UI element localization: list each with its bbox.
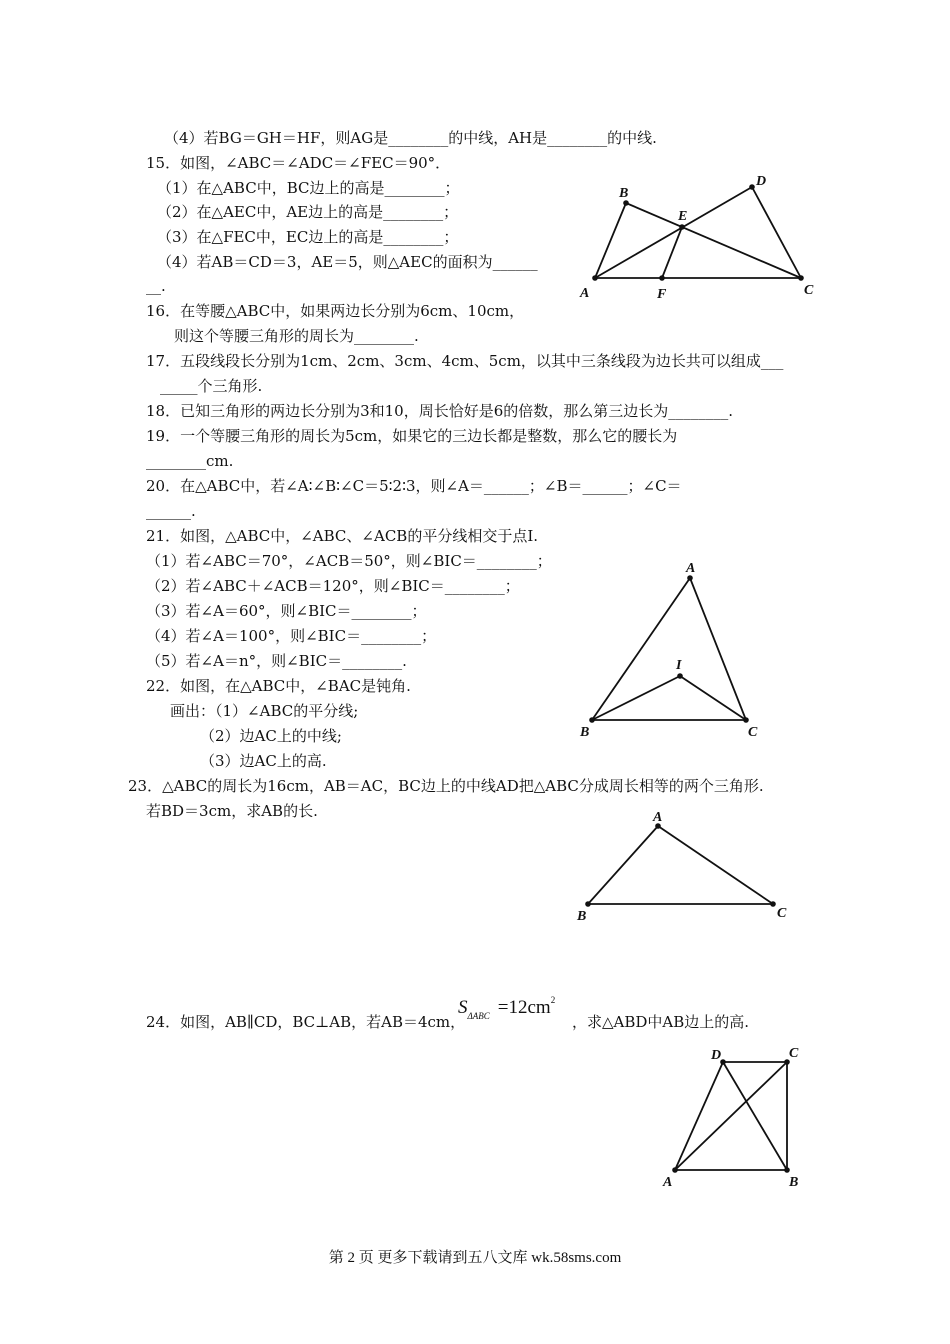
q14-part4: （4）若BG＝GH＝HF，则AG是________的中线，AH是________的中线. — [164, 129, 657, 147]
segment-ab — [595, 203, 626, 278]
point-f — [659, 275, 665, 281]
q17-stem: 17．五段线段长分别为1cm、2cm、3cm、4cm、5cm，以其中三条线段为边长共可以组成___ — [146, 352, 784, 370]
label-b: B — [789, 1175, 799, 1190]
label-f: F — [657, 287, 667, 302]
point-c — [798, 275, 804, 281]
q18-stem: 18．已知三角形的两边长分别为3和10，周长恰好是6的倍数，那么第三边长为________. — [146, 402, 734, 420]
segment-dc — [752, 187, 801, 278]
q22-part3: （3）边AC上的高. — [200, 752, 327, 770]
formula-sub: ΔABC — [467, 1011, 490, 1021]
label-c: C — [789, 1046, 799, 1061]
segment-ac — [675, 1062, 787, 1170]
q21-part1: （1）若∠ABC＝70°，∠ACB＝50°，则∠BIC＝________； — [146, 552, 552, 570]
segment-ad — [675, 1062, 723, 1170]
label-c: C — [804, 283, 814, 298]
segment-ac — [658, 826, 773, 904]
q15-part2: （2）在△AEC中，AE边上的高是________； — [157, 203, 459, 221]
point-b — [784, 1167, 790, 1173]
point-a — [592, 275, 598, 281]
figure-q23 — [576, 810, 787, 924]
q21-part4: （4）若∠A＝100°，则∠BIC＝________； — [146, 627, 437, 645]
point-c — [770, 901, 776, 907]
point-e — [679, 224, 685, 230]
segment-ab — [588, 826, 658, 904]
q24-stem: 24．如图，AB∥CD，BC⊥AB，若AB＝4cm， — [146, 1013, 466, 1031]
point-a — [672, 1167, 678, 1173]
point-b — [589, 717, 595, 723]
label-d: D — [711, 1048, 722, 1063]
label-b: B — [619, 186, 629, 201]
q16-stem: 16．在等腰△ABC中，如果两边长分别为6cm、10cm， — [146, 302, 525, 320]
q19-cont: ________cm. — [146, 452, 234, 470]
q15-part4-cont: __. — [146, 277, 166, 295]
q15-stem: 15．如图，∠ABC＝∠ADC＝∠FEC＝90°． — [146, 154, 451, 172]
segment-bc — [626, 203, 801, 278]
q22-part2: （2）边AC上的中线; — [200, 727, 342, 745]
point-a — [687, 575, 693, 581]
segment-ic — [680, 676, 746, 720]
segment-bd — [723, 1062, 787, 1170]
q19-stem: 19．一个等腰三角形的周长为5cm，如果它的三边长都是整数，那么它的腰长为 — [146, 427, 678, 445]
q21-part3: （3）若∠A＝60°，则∠BIC＝________； — [146, 602, 427, 620]
label-c: C — [777, 906, 787, 921]
point-i — [677, 673, 683, 679]
figure-q21 — [579, 561, 758, 740]
label-b: B — [580, 725, 590, 740]
label-a: A — [653, 810, 663, 825]
segment-bi — [592, 676, 680, 720]
label-a: A — [580, 286, 590, 301]
page-footer: 第 2 页 更多下载请到五八文库 wk.58sms.com — [328, 1250, 622, 1266]
q21-part5: （5）若∠A＝n°，则∠BIC＝________. — [146, 652, 407, 670]
q17-cont: _____个三角形. — [160, 377, 263, 395]
q20-cont: ______. — [146, 502, 196, 520]
segment-ab — [592, 578, 690, 720]
segment-ac — [690, 578, 746, 720]
q24-cont: ，求△ABD中AB边上的高. — [572, 1013, 750, 1031]
label-i: I — [676, 658, 682, 673]
point-c — [743, 717, 749, 723]
label-c: C — [748, 725, 758, 740]
segment-fe — [662, 227, 682, 278]
q15-part1: （1）在△ABC中，BC边上的高是________； — [157, 179, 460, 197]
q15-part3: （3）在△FEC中，EC边上的高是________； — [157, 228, 459, 246]
formula-eq: =12cm — [497, 997, 551, 1018]
label-a: A — [663, 1175, 673, 1190]
formula-s: S — [458, 997, 468, 1018]
label-b: B — [577, 909, 587, 924]
q15-part4: （4）若AB＝CD＝3，AE＝5，则△AEC的面积为______ — [157, 253, 538, 271]
label-e: E — [678, 209, 688, 224]
point-b — [623, 200, 629, 206]
q20-stem: 20．在△ABC中，若∠A∶∠B∶∠C＝5∶2∶3，则∠A＝______；∠B＝______；∠C＝ — [146, 477, 682, 495]
q21-stem: 21．如图，△ABC中，∠ABC、∠ACB的平分线相交于点I. — [146, 527, 539, 545]
q22-part1: 画出：（1）∠ABC的平分线; — [170, 702, 359, 720]
q22-stem: 22．如图，在△ABC中，∠BAC是钝角. — [146, 677, 411, 695]
point-b — [585, 901, 591, 907]
figure-q15 — [579, 174, 814, 302]
q23-cont: 若BD＝3cm，求AB的长. — [146, 802, 318, 820]
label-a: A — [686, 561, 696, 576]
q21-part2: （2）若∠ABC＋∠ACB＝120°，则∠BIC＝________； — [146, 577, 520, 595]
figure-q24 — [662, 1046, 799, 1190]
q23-stem: 23．△ABC的周长为16cm，AB＝AC，BC边上的中线AD把△ABC分成周长相等的两个三角形. — [128, 777, 764, 795]
q16-cont: 则这个等腰三角形的周长为________. — [174, 327, 419, 345]
point-d — [749, 184, 755, 190]
formula-sup: 2 — [550, 995, 556, 1005]
label-d: D — [756, 174, 767, 189]
